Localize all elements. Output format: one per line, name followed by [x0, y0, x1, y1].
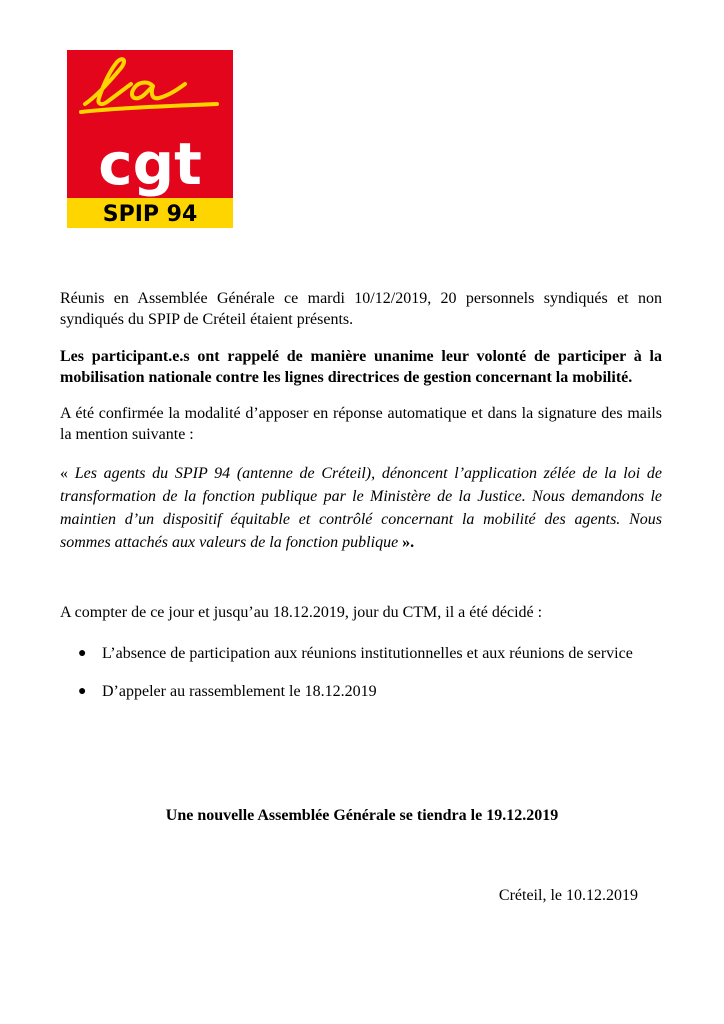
intro-paragraph: Réunis en Assemblée Générale ce mardi 10/12/2019, 20 personnels syndiqués et non syndiqués du SPIP de Créteil étaient présents. — [60, 290, 662, 328]
bullet-icon: ● — [78, 646, 87, 661]
list-item — [78, 643, 662, 664]
list-item — [78, 681, 662, 702]
bullet-icon: ● — [78, 684, 87, 699]
list-item-text: L’absence de participation aux réunions institutionnelles et aux réunions de service — [102, 645, 633, 662]
logo-band-text: SPIP 94 — [102, 202, 198, 227]
list-item-text: D’appeler au rassemblement le 18.12.2019 — [102, 683, 377, 700]
document-body — [60, 288, 662, 719]
cgt-spip94-logo — [67, 50, 233, 228]
place-date-signature: Créteil, le 10.12.2019 — [498, 887, 638, 904]
decision-list — [60, 643, 662, 702]
resolution-paragraph: Les participant.e.s ont rappelé de manière unanime leur volonté de participer à la mobilisation nationale contre les lignes directrices de gestion concernant la mobilité. — [60, 348, 662, 386]
quote-text: Les agents du SPIP 94 (antenne de Créteil), dénoncent l’application zélée de la loi de transformation de la fonction publique par le Ministère de la Justice. Nous demandons le maintien d’un dispositif équitable et contrôlé concernant la mobilité des agents. Nous sommes attachés aux valeurs de la fonction publique — [60, 465, 663, 551]
modality-paragraph: A été confirmée la modalité d’apposer en réponse automatique et dans la signature des mails la mention suivante : — [60, 405, 662, 443]
quote-close-mark: ». — [398, 534, 415, 551]
next-assembly-announcement: Une nouvelle Assemblée Générale se tiendra le 19.12.2019 — [165, 807, 559, 824]
quote-open-mark: « — [60, 465, 75, 482]
logo-cgt-text: cgt — [98, 130, 202, 198]
quoted-mention — [60, 462, 662, 554]
decision-paragraph: A compter de ce jour et jusqu’au 18.12.2019, jour du CTM, il a été décidé : — [60, 604, 543, 621]
